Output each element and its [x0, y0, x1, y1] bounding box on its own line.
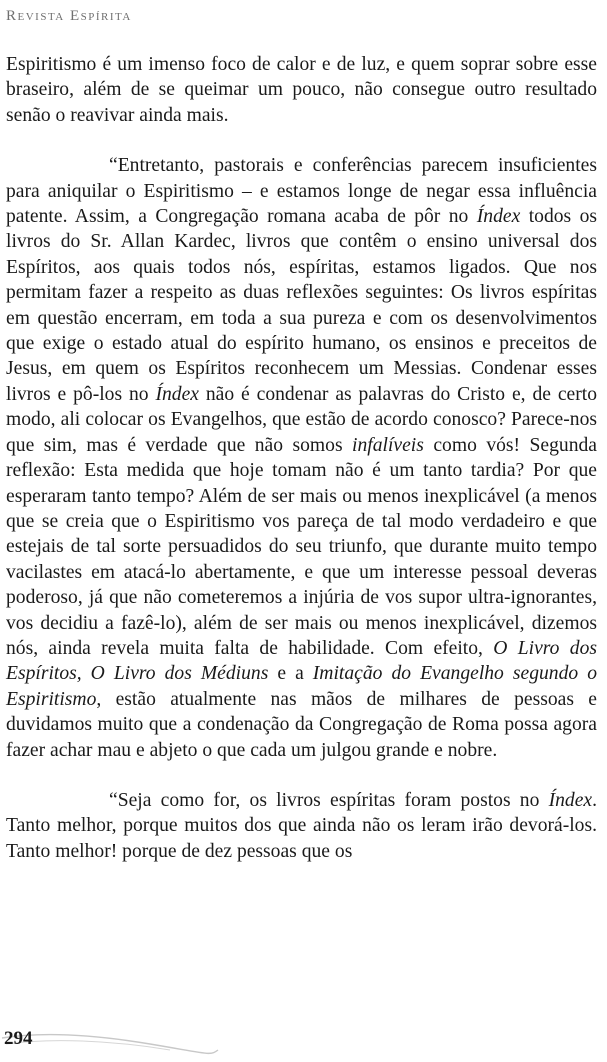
paragraph: [6, 52, 597, 128]
swoosh-ornament: [0, 1030, 220, 1058]
text-run: “Entretanto, pastorais e conferências parecem insuficientes para aniquilar o Espiritismo – e estamos longe de negar essa influência patente. Assim, a Congregação romana acaba de pôr no: [6, 155, 597, 228]
text-run: Espiritismo é um imenso foco de calor e de luz, e quem soprar sobre esse braseiro, além de se queimar um pouco, não consegue outro resultado senão o reavivar ainda mais.: [6, 54, 597, 126]
text-run: e a: [268, 663, 313, 685]
text-run: todos os livros do Sr. Allan Kardec, livros que contêm o ensino universal dos Espíritos, aos quais todos nós, espíritas, estamos ligados. Que nos permitam fazer a respeito as duas reflexões seguintes: Os livros espíritas em questão encerram, em toda a sua pureza e com os desenvolvimentos que exige o estado atual do espírito humano, os ensinos e preceitos de Jesus, em quem os Espíritos reconhecem um Messias. Condenar esses livros e pô-los no: [6, 206, 598, 405]
italic-text-run: infalíveis: [352, 434, 424, 456]
body-text: [6, 52, 597, 889]
italic-text-run: Índex: [155, 383, 199, 405]
text-run: como vós! Segunda reflexão: Esta medida que hoje tomam não é um tanto tardia? Por que esperaram tanto tempo? Além de ser mais ou menos inexplicável (a menos que se creia que o Espiritismo vos pareça de tal modo verdadeiro e que estejais de tal sorte persuadidos do seu triunfo, que durante muito tempo vacilastes em atacá-lo abertamente, e que um interesse pessoal deveras poderoso, já que não cometeremos a injúria de vos supor ultra-ignorantes, vos decidiu a fazê-lo), além de ser mais ou menos inexplicável, dizemos nós, ainda revela muita falta de habilidade. Com efeito,: [6, 434, 597, 659]
page-number: 294: [4, 1028, 33, 1049]
paragraph: [6, 153, 597, 763]
italic-text-run: Índex: [548, 789, 593, 811]
italic-text-run: Índex: [476, 206, 521, 228]
text-run: , estão atualmente nas mãos de milhares de pessoas e duvidamos muito que a condenação da Congregação de Roma possa agora fazer achar mau e abjeto o que cada um julgou grande e nobre.: [6, 688, 597, 761]
paragraph: [6, 788, 597, 864]
text-run: . Tanto melhor, porque muitos dos que ainda não os leram irão devorá-los. Tanto melhor! porque de dez pessoas que os: [6, 789, 597, 862]
running-header: Revista Espírita: [6, 8, 132, 24]
italic-text-run: O Livro dos Espíritos, O Livro dos Médiuns: [6, 637, 597, 685]
italic-text-run: Imitação do Evangelho segundo o Espiritismo: [6, 663, 597, 710]
text-run: “Seja como for, os livros espíritas foram postos no: [109, 789, 549, 811]
text-run: não é condenar as palavras do Cristo e, de certo modo, ali colocar os Evangelhos, que estão de acordo conosco? Parece-nos que sim, mas é verdade que não somos: [6, 383, 598, 456]
